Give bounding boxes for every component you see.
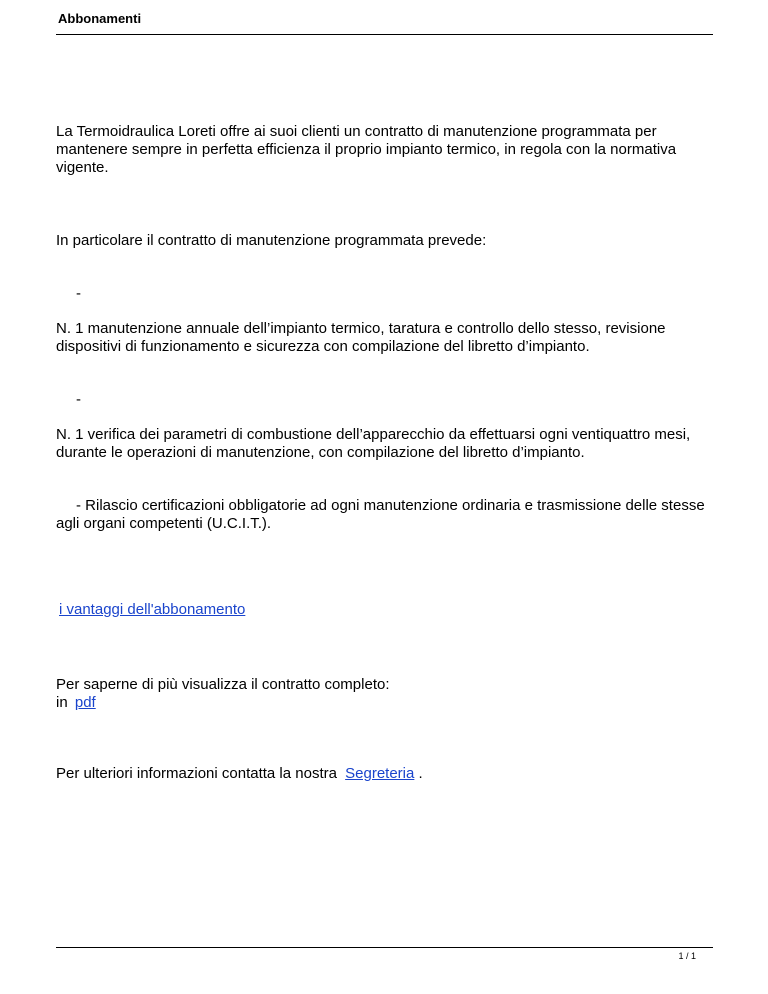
list-dash-2: - [76, 391, 81, 408]
vantaggi-link[interactable]: i vantaggi dell'abbonamento [59, 601, 246, 618]
header-divider [56, 34, 713, 35]
pdf-link[interactable]: pdf [74, 694, 96, 711]
list-item-3: - Rilascio certificazioni obbligatorie ad ogni manutenzione ordinaria e trasmissione delle stesse agli organi competenti (U.C.I.T.). [56, 497, 705, 532]
list-item-2: N. 1 verifica dei parametri di combustione dell’apparecchio da effettuarsi ogni ventiquattro mesi, durante le operazioni di manutenzione, con compilazione del libretto d’impianto. [56, 426, 691, 461]
segreteria-link[interactable]: Segreteria [345, 765, 415, 782]
vantaggi-paragraph [59, 601, 719, 619]
pdf-line [56, 694, 716, 712]
saperne-paragraph: Per saperne di più visualizza il contratto completo: [56, 676, 390, 693]
ulteriori-text: Per ulteriori informazioni contatta la nostra [56, 765, 337, 782]
intro-paragraph: La Termoidraulica Loreti offre ai suoi clienti un contratto di manutenzione programmata per mantenere sempre in perfetta efficienza il proprio impianto termico, in regola con la normativa vigente. [56, 123, 677, 176]
page-header-title: Abbonamenti [58, 11, 142, 26]
footer-divider [56, 947, 713, 948]
particolare-paragraph: In particolare il contratto di manutenzione programmata prevede: [56, 232, 487, 249]
list-dash-1: - [76, 285, 81, 302]
list-item-1: N. 1 manutenzione annuale dell’impianto termico, taratura e controllo dello stesso, revisione dispositivi di funzionamento e sicurezza con compilazione del libretto d’impianto. [56, 320, 666, 355]
period: . [418, 765, 423, 782]
in-prefix: in [56, 694, 68, 711]
ulteriori-paragraph [56, 765, 716, 783]
page-number: 1 / 1 [678, 951, 696, 961]
